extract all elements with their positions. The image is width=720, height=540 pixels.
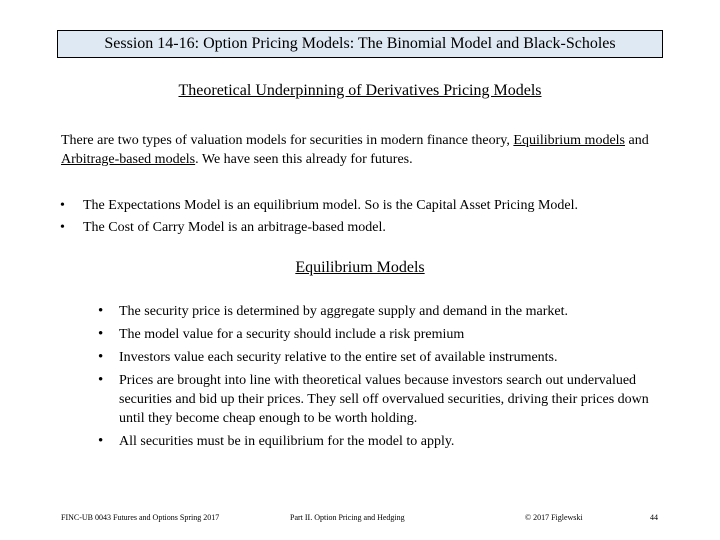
bullet-icon: • <box>98 433 104 449</box>
intro-text-mid: and <box>625 133 649 148</box>
list-item: • The Expectations Model is an equilibrium model. So is the Capital Asset Pricing Model. <box>60 195 670 217</box>
page-number: 44 <box>650 513 658 522</box>
equilibrium-models-term: Equilibrium models <box>513 133 625 148</box>
model-types-list <box>60 195 670 239</box>
bullet-icon: • <box>98 303 104 319</box>
list-item: • The security price is determined by aggregate supply and demand in the market. <box>98 303 569 319</box>
slide-title: Session 14-16: Option Pricing Models: The Binomial Model and Black-Scholes <box>104 35 616 52</box>
list-item: • The Cost of Carry Model is an arbitrage-based model. <box>60 217 670 239</box>
section-title-equilibrium: Equilibrium Models <box>295 259 425 276</box>
intro-paragraph <box>61 131 661 169</box>
list-item: • Investors value each security relative to the entire set of available instruments. <box>98 349 558 365</box>
bullet-icon: • <box>60 198 65 213</box>
footer-part: Part II. Option Pricing and Hedging <box>290 513 405 522</box>
slide-header <box>57 30 663 58</box>
bullet-icon: • <box>98 372 104 388</box>
list-item: • All securities must be in equilibrium for the model to apply. <box>98 433 455 449</box>
intro-text-end: . We have seen this already for futures. <box>195 152 413 167</box>
bullet-icon: • <box>98 349 104 365</box>
arbitrage-models-term: Arbitrage-based models <box>61 152 196 167</box>
footer-course: FINC-UB 0043 Futures and Options Spring 2017 <box>61 513 220 522</box>
list-item: • The model value for a security should include a risk premium <box>98 326 465 342</box>
section-title-theoretical: Theoretical Underpinning of Derivatives Pricing Models <box>178 82 542 99</box>
bullet-icon: • <box>60 220 65 235</box>
list-item: • Prices are brought into line with theoretical values because investors search out undervalued securities and bid up their prices. They sell off overvalued securities, driving their prices down until they become cheap enough to be worth holding. <box>98 372 649 426</box>
footer-copyright: © 2017 Figlewski <box>525 513 583 522</box>
bullet-icon: • <box>98 326 104 342</box>
equilibrium-list <box>98 302 658 455</box>
intro-text-start: There are two types of valuation models for securities in modern finance theory, <box>61 133 514 148</box>
